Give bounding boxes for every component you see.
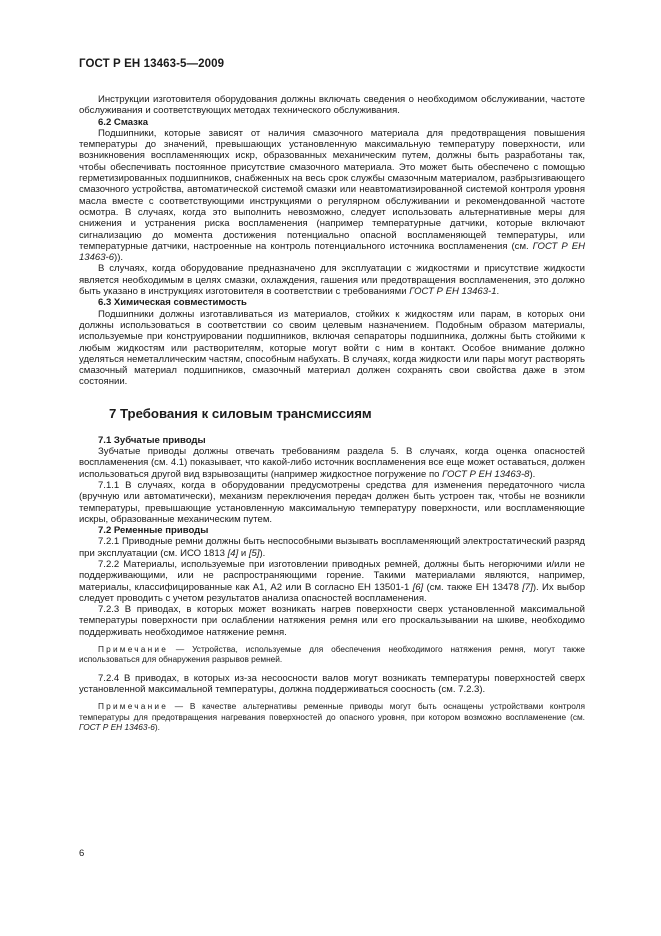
heading-6-2: 6.2 Смазка: [98, 116, 149, 128]
reference-5: [5]: [248, 547, 260, 559]
note-label: Примечание: [98, 701, 169, 712]
paragraph-7-2-3: 7.2.3 В приводах, в которых может возникать нагрев поверхности сверх установленной максимальной температуры поверхности при ослаблении натяжения ремня или его проскальзывании на шкиве, необходимо поддерживать необходимое натяжение ремня.: [79, 604, 585, 638]
document-header: ГОСТ Р ЕН 13463-5—2009: [79, 58, 225, 70]
reference-gost-13463-8: ГОСТ Р ЕН 13463-8: [442, 468, 530, 480]
paragraph-6-2-b: В случаях, когда оборудование предназначено для эксплуатации с жидкостями и присутствие жидкости является необходимым в целях смазки, охлаждения, гашения или предотвращения воспламенения, это должно быть указано в инструкциях изготовителя в соответствии с требованиями ГОСТ Р ЕН 13463-1.: [79, 263, 585, 298]
heading-7-1: 7.1 Зубчатые приводы: [98, 434, 206, 446]
reference-gost-13463-6: ГОСТ Р ЕН 13463-6: [79, 240, 585, 264]
heading-7-2: 7.2 Ременные приводы: [98, 525, 209, 537]
paragraph-7-1: Зубчатые приводы должны отвечать требованиям раздела 5. В случаях, когда оценка опасностей воспламенения (см. 4.1) показывает, что какой-либо источник воспламенения все еще может оставаться, должен использоваться другой вид взрывозащиты (например жидкостное погружение по ГОСТ Р ЕН 13463-8).: [79, 446, 585, 480]
section-heading-7: 7 Требования к силовым трансмиссиям: [109, 405, 372, 421]
reference-6: [6]: [412, 581, 424, 593]
reference-7: [7]: [522, 581, 533, 593]
note-belt-tension: Примечание — Устройства, используемые для обеспечения необходимого натяжения ремня, могут также использоваться для обнаружения разрывов ремней.: [79, 644, 585, 665]
reference-gost-13463-1: ГОСТ Р ЕН 13463-1: [409, 286, 497, 298]
page-number: 6: [79, 848, 85, 859]
paragraph-7-2-1: 7.2.1 Приводные ремни должны быть неспособными вызывать воспламеняющий электростатический разряд при эксплуатации (см. ИСО 1813 [4] и [5]).: [79, 536, 585, 559]
paragraph-7-2-2: 7.2.2 Материалы, используемые при изготовлении приводных ремней, должны быть негорючими и/или не поддерживающими, или не распространяющими горение. Такими материалами являются, например, материалы, классифицированные как А1, А2 или В согласно ЕН 13501-1 [6] (см. также ЕН 13478 [7]). Их выбор следует проводить с учетом результатов анализа опасностей воспламенения.: [79, 558, 586, 604]
paragraph-7-2-4: 7.2.4 В приводах, в которых из-за несоосности валов могут возникать температуры поверхностей сверх установленной максимальной температуры, должна поддерживаться соосность (см. 7.2.3).: [79, 672, 585, 696]
note-temperature-control: Примечание — В качестве альтернативы ременные приводы могут быть оснащены устройствами контроля температуры для предотвращения нагревания поверхностей до опасного уровня, при котором возможно воспламенение (см. ГОСТ Р ЕН 13463-6).: [79, 701, 585, 733]
document-body: [79, 94, 585, 733]
paragraph-6-3: Подшипники должны изготавливаться из материалов, стойких к жидкостям или парам, в которых они должны использоваться в соответствии со своим целевым назначением. Подобным образом материалы, используемые при конструировании подшипников, включая сепараторы подшипника, должны быть стойкими к любым жидкостям или растворителям, которые могут войти с ним в контакт. Особое внимание должно уделяться неметаллическим частям, способным набухать. В случаях, когда жидкости или пары могут растворять смазочный материал подшипников, смазочный материал должен сохранять свои свойства даже в этом состоянии.: [79, 308, 585, 388]
reference-4: [4]: [227, 547, 239, 559]
note-label: Примечание: [98, 644, 169, 655]
paragraph-maintenance-instructions: Инструкции изготовителя оборудования должны включать сведения о необходимом обслуживании, частоте обслуживания и соответствующих методах технического обслуживания.: [79, 94, 585, 117]
paragraph-6-2-a: Подшипники, которые зависят от наличия смазочного материала для предотвращения повышения температуры до значений, превышающих установленную максимальную температуру поверхности, или возникновения воспламеняющих искр, образованных механическим путем, должны быть разработаны так, чтобы обеспечивать постоянное присутствие смазочного материала. Это может быть обеспечено с помощью герметизированных подшипников, снабженных на весь срок службы смазочным материалом, разбрызгивающего смазочного устройства, автоматической системой смазки или неавтоматизированной системой контроля уровня масла вместе с соответствующими инструкциями о регулярном обслуживании и рекомендованной частоте осмотра. В случаях, когда это выполнить невозможно, следует использовать альтернативные меры для снижения и устранения риска воспламенения (например температурные датчики, которые включают сигнализацию до момента достижения потенциально опасной воспламеняющей температуры, или температурные датчики, настроенные на контроль потенциального источника воспламенения (см. ГОСТ Р ЕН 13463-6)).: [79, 127, 585, 264]
heading-6-3: 6.3 Химическая совместимость: [98, 297, 247, 309]
paragraph-7-1-1: 7.1.1 В случаях, когда в оборудовании предусмотрены средства для изменения передаточного числа (вручную или автоматически), механизм переключения передач должен быть устроен так, чтобы не возникли температуры, превышающие установленную максимальную температуру поверхности, или воспламеняющие искры, образованные механическим путем.: [79, 479, 585, 525]
reference-gost-13463-6: ГОСТ Р ЕН 13463-6: [79, 722, 155, 733]
